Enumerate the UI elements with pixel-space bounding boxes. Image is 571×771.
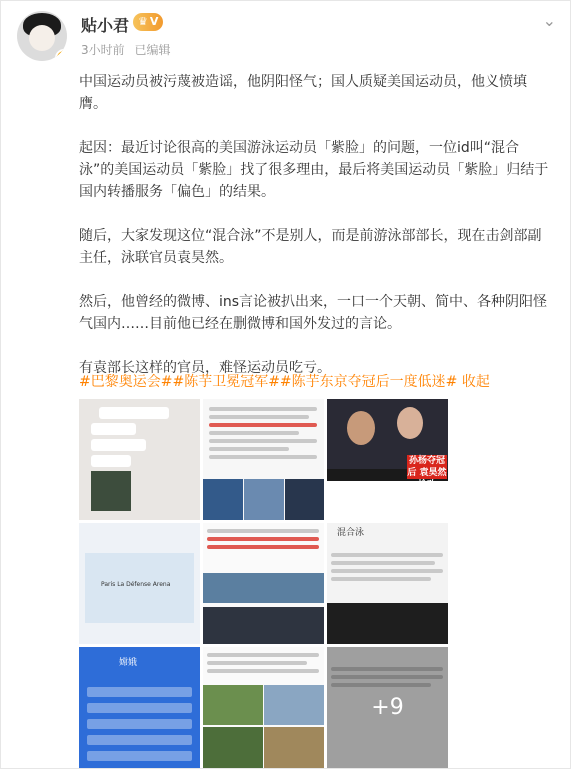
text-line — [207, 537, 319, 541]
chat-bubble — [91, 423, 136, 435]
text-line — [209, 431, 299, 435]
avatar[interactable] — [17, 11, 67, 61]
app-title: 嫦娥 — [119, 658, 138, 668]
weather-row — [87, 703, 192, 713]
edited-label: 已编辑 — [134, 43, 171, 57]
photo — [203, 573, 324, 603]
text-line — [331, 561, 435, 565]
more-images-count[interactable]: +9 — [327, 647, 448, 768]
map-caption: Paris La Défense Arena — [101, 581, 171, 588]
avatar-face — [29, 25, 55, 51]
text-line — [331, 569, 443, 573]
paragraph: 中国运动员被污蔑被造谣，他阴阳怪气；国人质疑美国运动员，他义愤填膺。 — [79, 74, 527, 112]
photo-face — [397, 407, 423, 439]
text-line — [207, 653, 319, 657]
photo — [264, 727, 324, 768]
chat-photo — [91, 471, 131, 511]
photo — [203, 607, 324, 644]
caption-panel — [327, 481, 448, 520]
text-line — [207, 545, 319, 549]
photo — [244, 479, 284, 520]
photo — [285, 479, 324, 520]
post-time[interactable]: 3小时前 — [81, 43, 125, 57]
text-line — [331, 553, 443, 557]
text-line — [209, 447, 289, 451]
vip-label: V — [149, 15, 159, 28]
text-line — [209, 455, 317, 459]
text-line — [331, 577, 431, 581]
verified-badge-icon — [55, 49, 67, 61]
text-line — [207, 661, 307, 665]
text-line — [209, 415, 309, 419]
photo — [264, 685, 324, 725]
text-line — [207, 669, 319, 673]
paragraph: 起因：最近讨论很高的美国游泳运动员「紫脸」的问题，一位id叫“混合泳”的美国运动员「紫脸」找了很多理由，最后将美国运动员「紫脸」归结于国内转播服务「偏色」的结果。 — [79, 140, 549, 200]
crown-icon: ♛ — [138, 15, 148, 28]
user-name[interactable]: 贴小君 — [81, 16, 130, 35]
chat-bubble — [91, 439, 146, 451]
paragraph: 然后，他曾经的微博、ins言论被扒出来，一口一个天朝、简中、各种阴阳怪气国内……目前他已经在删微博和国外发过的言论。 — [79, 294, 548, 332]
app-header: 混合泳 — [337, 528, 365, 538]
photo — [203, 479, 243, 520]
paragraph: 随后，大家发现这位“混合泳”不是别人，而是前游泳部部长，现在击剑部副主任，泳联官员袁昊然。 — [79, 228, 542, 266]
image-thumbnail[interactable] — [203, 647, 324, 768]
post-meta — [81, 41, 176, 58]
photo — [327, 603, 448, 644]
image-thumbnail[interactable] — [79, 399, 200, 520]
weather-row — [87, 735, 192, 745]
weather-row — [87, 719, 192, 729]
paragraph: 有袁部长这样的官员，难怪运动员吃亏。 — [79, 360, 331, 376]
chat-bubble — [99, 407, 169, 419]
chat-bubble — [91, 455, 131, 467]
text-line — [207, 529, 319, 533]
photo — [203, 685, 263, 725]
vip-badge[interactable] — [133, 13, 163, 31]
caption-overlay: 孙杨夺冠后 袁昊然 — [407, 456, 447, 478]
image-thumbnail[interactable] — [327, 523, 448, 644]
image-thumbnail[interactable] — [203, 399, 324, 520]
photo — [203, 727, 263, 768]
text-line — [209, 423, 317, 427]
hashtags[interactable]: #巴黎奥运会##陈芋卫冕冠军##陈芋东京夺冠后一度低迷# 收起 — [79, 374, 490, 390]
image-thumbnail[interactable] — [203, 523, 324, 644]
weather-row — [87, 751, 192, 761]
text-line — [209, 407, 317, 411]
text-line — [209, 439, 317, 443]
image-grid — [79, 399, 449, 771]
weather-row — [87, 687, 192, 697]
image-thumbnail[interactable] — [79, 647, 200, 768]
photo-face — [347, 411, 375, 445]
image-thumbnail[interactable] — [79, 523, 200, 644]
post-content — [79, 71, 551, 401]
image-thumbnail[interactable] — [327, 399, 448, 520]
chevron-down-icon[interactable]: ⌄ — [542, 11, 556, 30]
